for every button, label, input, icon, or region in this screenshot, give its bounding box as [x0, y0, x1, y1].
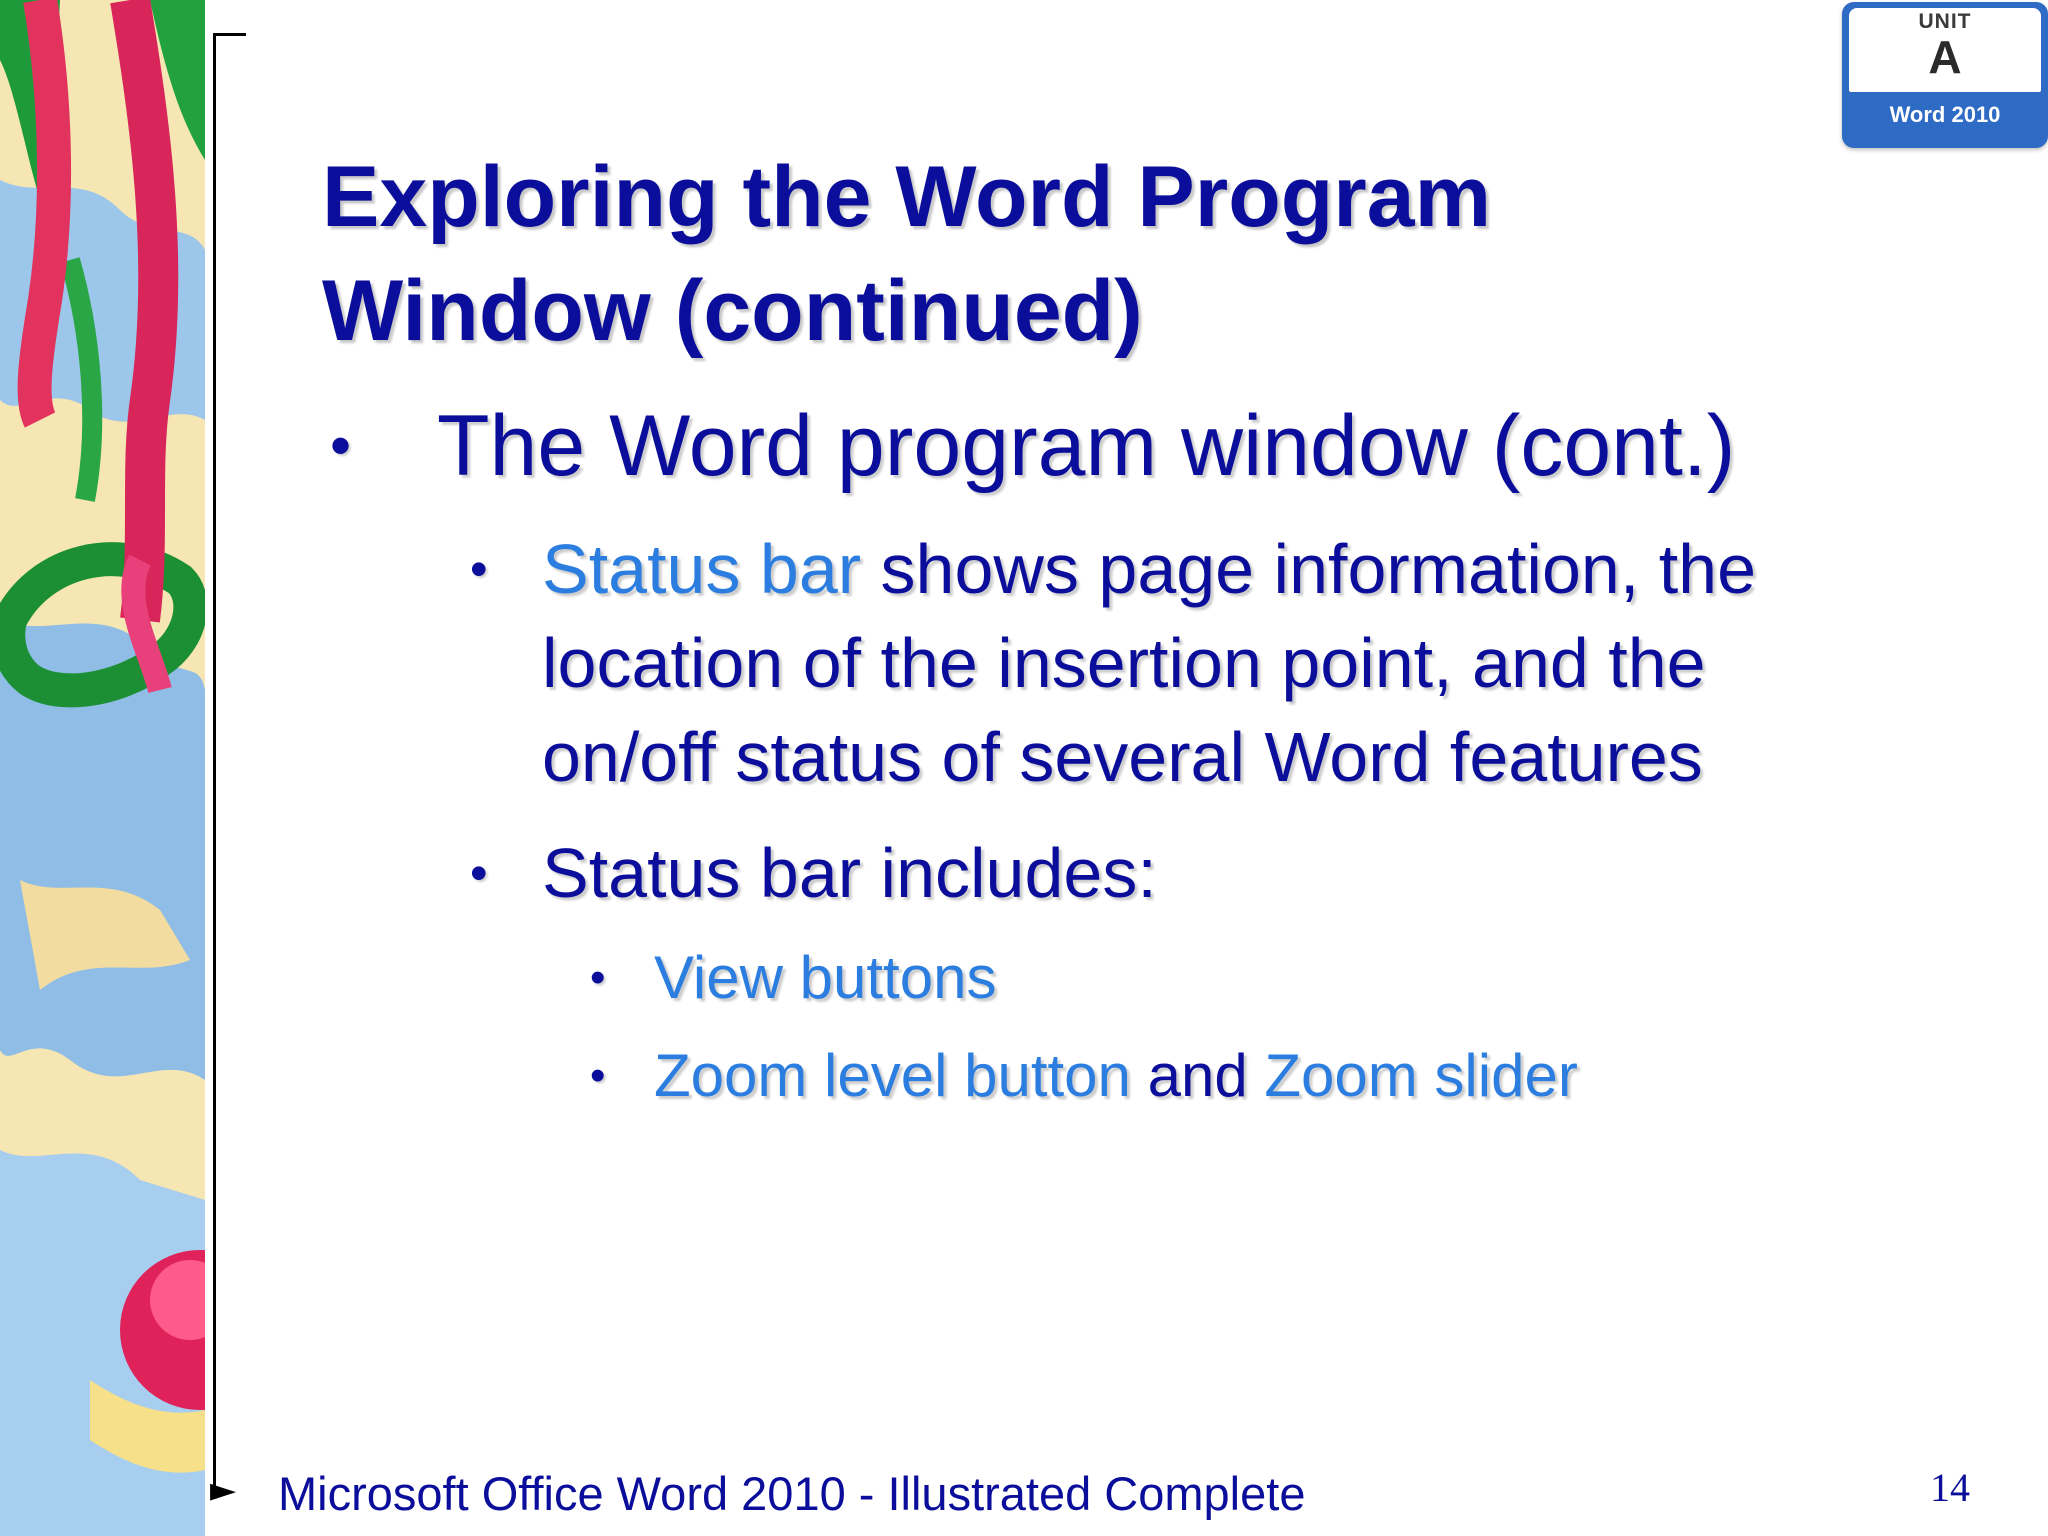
bullet-text-status-bar [542, 522, 2042, 804]
bullet-mark: • [470, 541, 488, 597]
decorative-art-strip [0, 0, 205, 1536]
slide-frame-corner [213, 33, 246, 36]
badge-product-name: Word 2010 [1889, 102, 2001, 127]
bullet-mark: • [470, 845, 488, 901]
bullet-mark: • [330, 412, 352, 479]
bullet-text-zoom [654, 1036, 1578, 1116]
bullet-text-program-window: The Word program window (cont.) [437, 398, 1736, 494]
status-bar-line-1 [542, 522, 2042, 616]
zoom-connector: and [1130, 1042, 1265, 1109]
status-bar-line-2: location of the insertion point, and the [542, 624, 1706, 702]
term-status-bar: Status bar [542, 530, 862, 608]
slide-frame-line [213, 33, 216, 1490]
page-number: 14 [1930, 1465, 1970, 1510]
unit-badge [1842, 2, 2048, 148]
bullet-mark: • [590, 1051, 606, 1100]
bullet-text-includes: Status bar includes: [542, 834, 1157, 912]
term-view-buttons: View buttons [654, 944, 997, 1011]
status-bar-line-3: on/off status of several Word features [542, 718, 1703, 796]
painted-background-image [0, 0, 205, 1536]
slide-title: Exploring the Word Program Window (continued) [322, 149, 1492, 359]
unit-letter: A [1928, 31, 1962, 83]
unit-badge-panel [1849, 8, 2041, 92]
unit-label: UNIT [1918, 10, 1972, 33]
footer-text: Microsoft Office Word 2010 - Illustrated Complete [278, 1467, 1306, 1520]
bullet-mark: • [590, 953, 606, 1002]
term-zoom-slider: Zoom slider [1264, 1042, 1578, 1109]
term-zoom-level-button: Zoom level button [654, 1042, 1131, 1109]
footer-arrow-icon: ► [210, 1470, 237, 1510]
status-bar-description-1: shows page information, the [861, 530, 1757, 608]
